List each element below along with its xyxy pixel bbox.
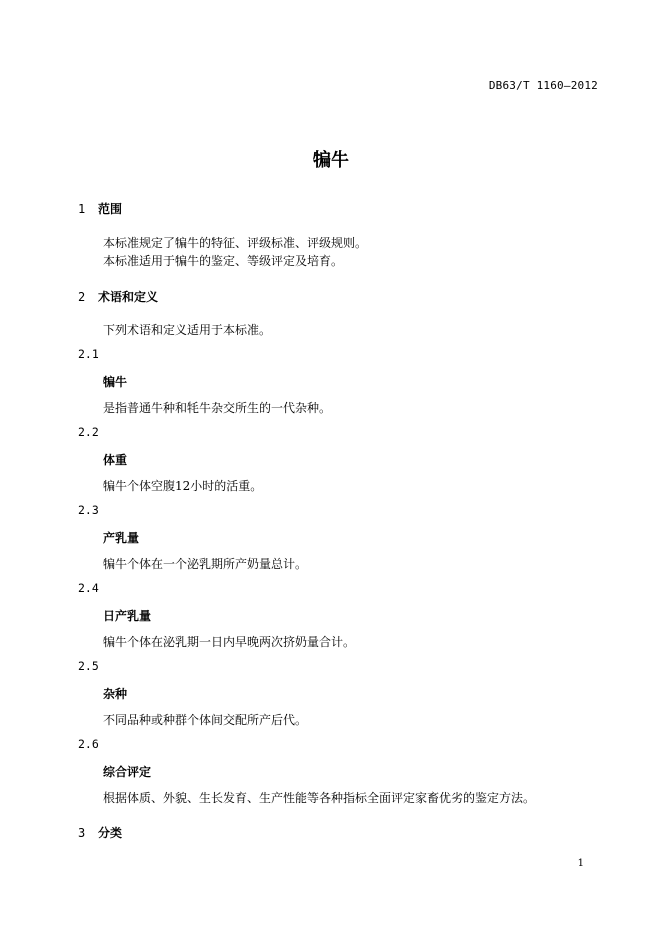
term-name: 日产乳量	[103, 609, 152, 623]
section-3-heading	[78, 824, 122, 841]
term-definition: 犏牛个体在泌乳期一日内早晚两次挤奶量合计。	[103, 635, 356, 649]
term-definition: 根据体质、外貌、生长发育、生产性能等各种指标全面评定家畜优劣的鉴定方法。	[103, 791, 536, 805]
document-title: 犏牛	[313, 150, 349, 171]
page-number: 1	[577, 858, 584, 869]
term-definition: 不同品种或种群个体间交配所产后代。	[103, 713, 308, 727]
section-1-heading	[78, 200, 122, 217]
document-code: DB63/T 1160—2012	[488, 79, 598, 92]
paragraph: 下列术语和定义适用于本标准。	[103, 323, 272, 337]
term-name: 体重	[103, 453, 128, 467]
term-definition: 犏牛个体空腹12小时的活重。	[103, 479, 263, 493]
term-number: 2.5	[78, 659, 99, 673]
term-name: 杂种	[103, 687, 128, 701]
term-number: 2.6	[78, 737, 99, 751]
term-name: 综合评定	[103, 765, 152, 779]
term-number: 2.4	[78, 581, 99, 595]
section-number: 3	[78, 826, 86, 840]
paragraph: 本标准规定了犏牛的特征、评级标准、评级规则。	[103, 236, 368, 250]
paragraph: 本标准适用于犏牛的鉴定、等级评定及培育。	[103, 254, 344, 268]
section-title: 术语和定义	[98, 290, 159, 304]
term-definition: 犏牛个体在一个泌乳期所产奶量总计。	[103, 557, 308, 571]
section-title: 范围	[98, 202, 123, 216]
section-number: 2	[78, 290, 86, 304]
term-number: 2.3	[78, 503, 99, 517]
term-number: 2.1	[78, 347, 99, 361]
term-name: 犏牛	[103, 375, 128, 389]
section-title: 分类	[98, 826, 123, 840]
term-number: 2.2	[78, 425, 99, 439]
term-definition: 是指普通牛种和牦牛杂交所生的一代杂种。	[103, 401, 332, 415]
section-number: 1	[78, 202, 86, 216]
term-name: 产乳量	[103, 531, 140, 545]
section-2-heading	[78, 288, 158, 305]
